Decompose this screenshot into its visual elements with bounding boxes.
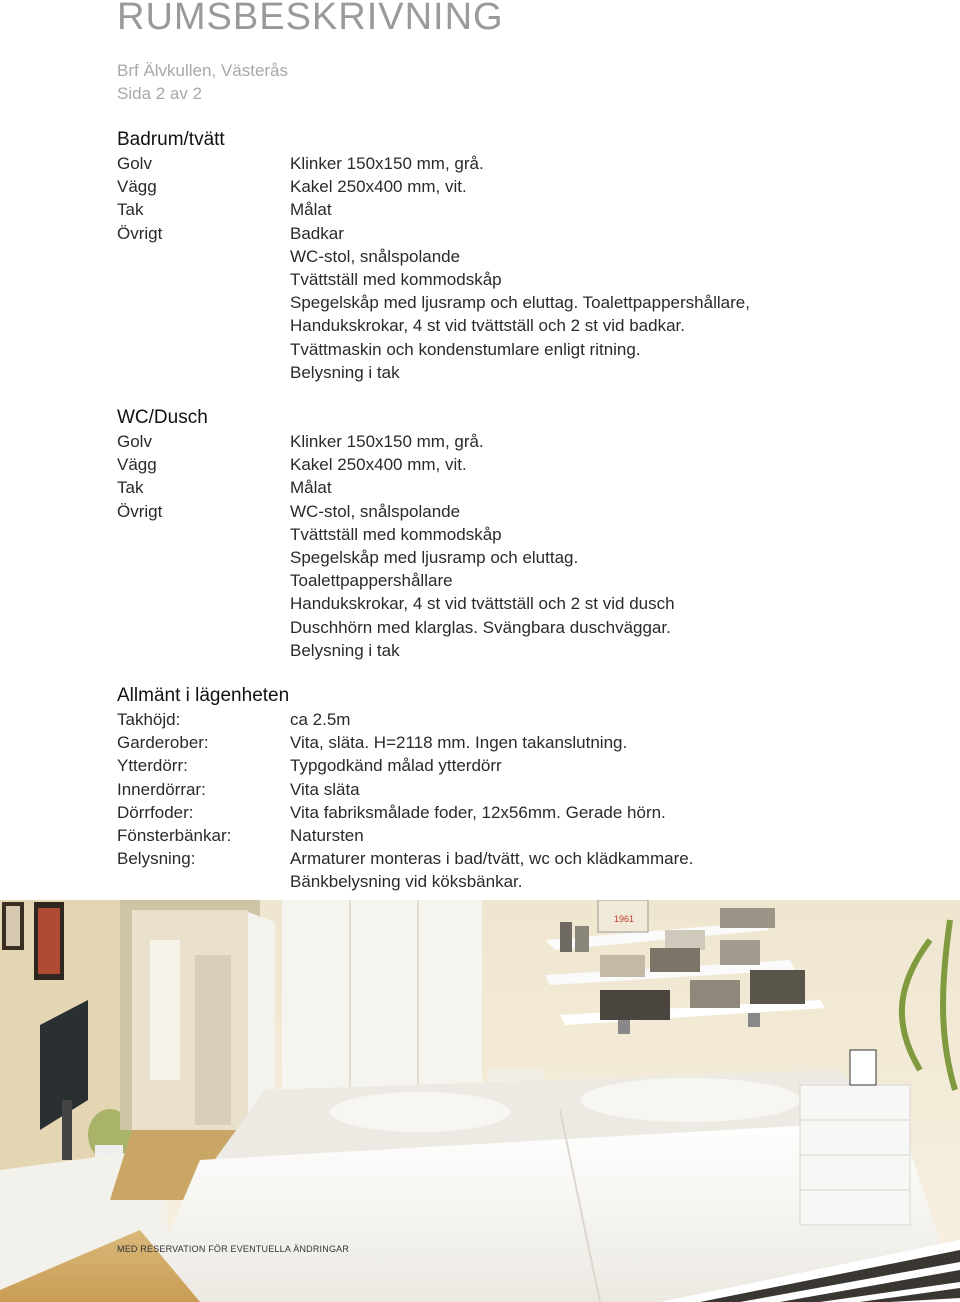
wc-labels [117, 430, 162, 523]
value-line: Handukskrokar, 4 st vid tvättställ och 2 st vid dusch [290, 594, 675, 614]
value-line: Belysning i tak [290, 640, 400, 660]
allmant-values [290, 708, 693, 894]
section-title-badrum: Badrum/tvätt [117, 129, 225, 150]
value-line: WC-stol, snålspolande [290, 246, 461, 266]
value-line: Tvättställ med kommodskåp [290, 524, 502, 544]
page-number: Sida 2 av 2 [117, 84, 203, 103]
value-line: Målat [290, 478, 332, 498]
label-takhojd: Takhöjd: [117, 710, 181, 729]
wc-values [290, 430, 675, 662]
label-vagg: Vägg [117, 455, 157, 475]
value-line: Duschhörn med klarglas. Svängbara duschväggar. [290, 617, 671, 637]
value-line: Spegelskåp med ljusramp och eluttag. Toalettpappershållare, [290, 293, 750, 313]
label-belysning: Belysning: [117, 849, 196, 869]
value-line: Klinker 150x150 mm, grå. [290, 154, 484, 173]
allmant-labels [117, 708, 231, 870]
value-line: Målat [290, 200, 332, 220]
value-line: Armaturer monteras i bad/tvätt, wc och klädkammare. [290, 849, 694, 869]
lamp-left [618, 1020, 630, 1034]
label-garderober: Garderober: [117, 733, 209, 753]
value-line: WC-stol, snålspolande [290, 501, 461, 521]
value-line: Kakel 250x400 mm, vit. [290, 455, 467, 475]
value-line: Belysning i tak [290, 362, 400, 382]
label-golv: Golv [117, 154, 152, 173]
section-title-allmant: Allmänt i lägenheten [117, 685, 290, 706]
value-line: Vita fabriksmålade foder, 12x56mm. Gerade hörn. [290, 802, 666, 822]
disclaimer: MED RESERVATION FÖR EVENTUELLA ÄNDRINGAR [117, 1244, 350, 1254]
badrum-labels [117, 152, 162, 245]
value-line: Toalettpappershållare [290, 571, 453, 591]
label-golv: Golv [117, 432, 152, 451]
value-line: Kakel 250x400 mm, vit. [290, 177, 467, 197]
label-innerdorrar: Innerdörrar: [117, 779, 206, 799]
label-ovrigt: Övrigt [117, 501, 163, 521]
label-fonsterbankar: Fönsterbänkar: [117, 825, 232, 845]
value-line: Typgodkänd målad ytterdörr [290, 756, 502, 776]
value-line: Vita släta [290, 779, 360, 799]
label-vagg: Vägg [117, 177, 157, 197]
section-title-wc-dusch: WC/Dusch [117, 407, 208, 428]
badrum-values [290, 152, 750, 384]
label-dorrfoder: Dörrfoder: [117, 802, 194, 822]
lamp-right [748, 1013, 760, 1027]
value-line: Badkar [290, 223, 344, 243]
label-ytterdorr: Ytterdörr: [117, 756, 188, 776]
value-line: Bänkbelysning vid köksbänkar. [290, 872, 523, 892]
value-line: Vita, släta. H=2118 mm. Ingen takanslutning. [290, 733, 628, 753]
value-line: Natursten [290, 825, 364, 845]
value-line: Klinker 150x150 mm, grå. [290, 432, 484, 451]
value-line: ca 2.5m [290, 710, 351, 729]
poster-text: 1961 [614, 914, 635, 924]
value-line: Tvättmaskin och kondenstumlare enligt ritning. [290, 339, 641, 359]
bedroom-photo [0, 900, 960, 1302]
project-name: Brf Älvkullen, Västerås [117, 61, 289, 80]
page-title: RUMSBESKRIVNING [117, 0, 504, 38]
label-tak: Tak [117, 200, 144, 220]
label-ovrigt: Övrigt [117, 223, 163, 243]
label-tak: Tak [117, 478, 144, 498]
value-line: Handukskrokar, 4 st vid tvättställ och 2 st vid badkar. [290, 316, 685, 336]
value-line: Tvättställ med kommodskåp [290, 269, 502, 289]
value-line: Spegelskåp med ljusramp och eluttag. [290, 547, 579, 567]
